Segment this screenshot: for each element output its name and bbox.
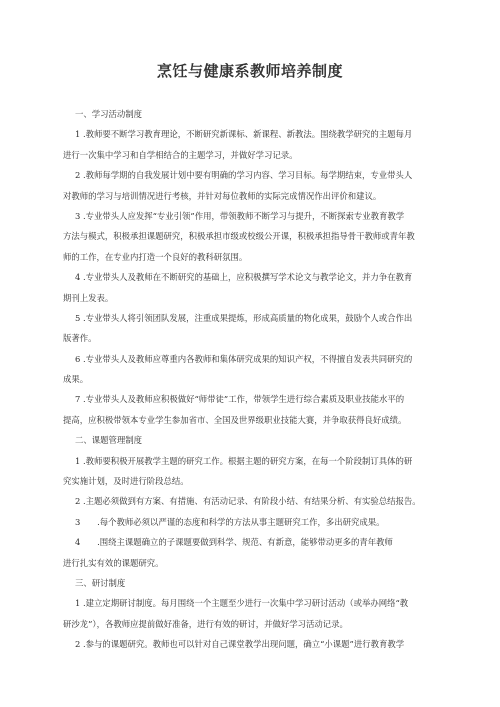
paragraph-line: 2 .主题必须做到有方案、有措施、有活动记录、有阶段小结、有结果分析、有实验总结报告。: [75, 496, 421, 507]
paragraph-line: 4 .专业带头人及教师在不断研究的基础上，应积极撰写学术论文与教学论文，并力争在教育: [75, 272, 413, 283]
paragraph-line: 成果。: [63, 374, 89, 385]
paragraph-line: 6 .专业带头人及教师应尊重内各教师和集体研究成果的知识产权，不得擅自发表共同研究的: [75, 353, 413, 364]
paragraph-line: 进行扎实有效的课题研究。: [63, 557, 164, 568]
paragraph-line: 1 .教师要积极开展教学主题的研究工作。根据主题的研究方案，在每一个阶段制订具体的研: [75, 455, 413, 466]
paragraph-line: 版著作。: [63, 333, 97, 344]
paragraph-line: 研沙龙”），各教师应提前做好准备，进行有效的研讨，并做好学习活动记录。: [63, 618, 348, 629]
document-title: 烹饪与健康系教师培养制度: [156, 62, 343, 80]
paragraph-line: 7 .专业带头人及教师应积极做好“师带徒”工作，带领学生进行综合素质及职业技能水平的: [75, 394, 405, 405]
paragraph-line: 方法与模式，积极承担课题研究，积极承担市级或校级公开课，积极承担指导骨干教师或青年教: [63, 231, 415, 242]
section-heading: 二、课题管理制度: [75, 435, 142, 446]
paragraph-line: 1 .建立定期研讨制度。每月围绕一个主题至少进行一次集中学习研讨活动（或举办网络“教: [75, 598, 409, 609]
paragraph-line: 2 .参与的课题研究。教师也可以针对自己课堂教学出现问题，确立“小课题”进行教育教学: [75, 639, 405, 650]
paragraph-line: 师的工作，在专业内打造一个良好的教科研氛围。: [63, 251, 248, 262]
paragraph-line: 究实施计划，及时进行阶段总结。: [63, 476, 189, 487]
paragraph-line: 3 .每个教师必须以严谨的态度和科学的方法从事主题研究工作，多出研究成果。: [75, 516, 385, 527]
section-heading: 三、研讨制度: [75, 577, 126, 588]
section-heading: 一、学习活动制度: [75, 109, 142, 119]
paragraph-line: 期刊上发表。: [63, 292, 114, 303]
paragraph-line: 1 .教师要不断学习教育理论，不断研究新课标、新课程、新教法。围绕教学研究的主题每月: [75, 129, 413, 140]
paragraph-line: 进行一次集中学习和自学相结合的主题学习，并做好学习记录。: [63, 149, 298, 160]
paragraph-line: 提高，应积极带领本专业学生参加省市、全国及世界级职业技能大赛，并争取获得良好成绩。: [63, 414, 407, 425]
paragraph-line: 3 .专业带头人应发挥“专业引领”作用，带领教师不断学习与提升，不断探索专业教育教学: [75, 210, 405, 221]
paragraph-line: 对教师的学习与培训情况进行考核，并针对每位教师的实际完成情况作出评价和建议。: [63, 190, 382, 201]
paragraph-line: 2 .教师每学期的自我发展计划中要有明确的学习内容、学习目标。每学期结束，专业带头人: [75, 170, 413, 181]
paragraph-line: 4 .围绕主课题确立的子课题要做到科学、规范、有新意，能够带动更多的青年教师: [75, 537, 393, 548]
paragraph-line: 5 .专业带头人将引领团队发展，注重成果提炼，形成高质量的物化成果，鼓励个人或合作出: [75, 312, 413, 323]
document-body: [63, 104, 448, 655]
